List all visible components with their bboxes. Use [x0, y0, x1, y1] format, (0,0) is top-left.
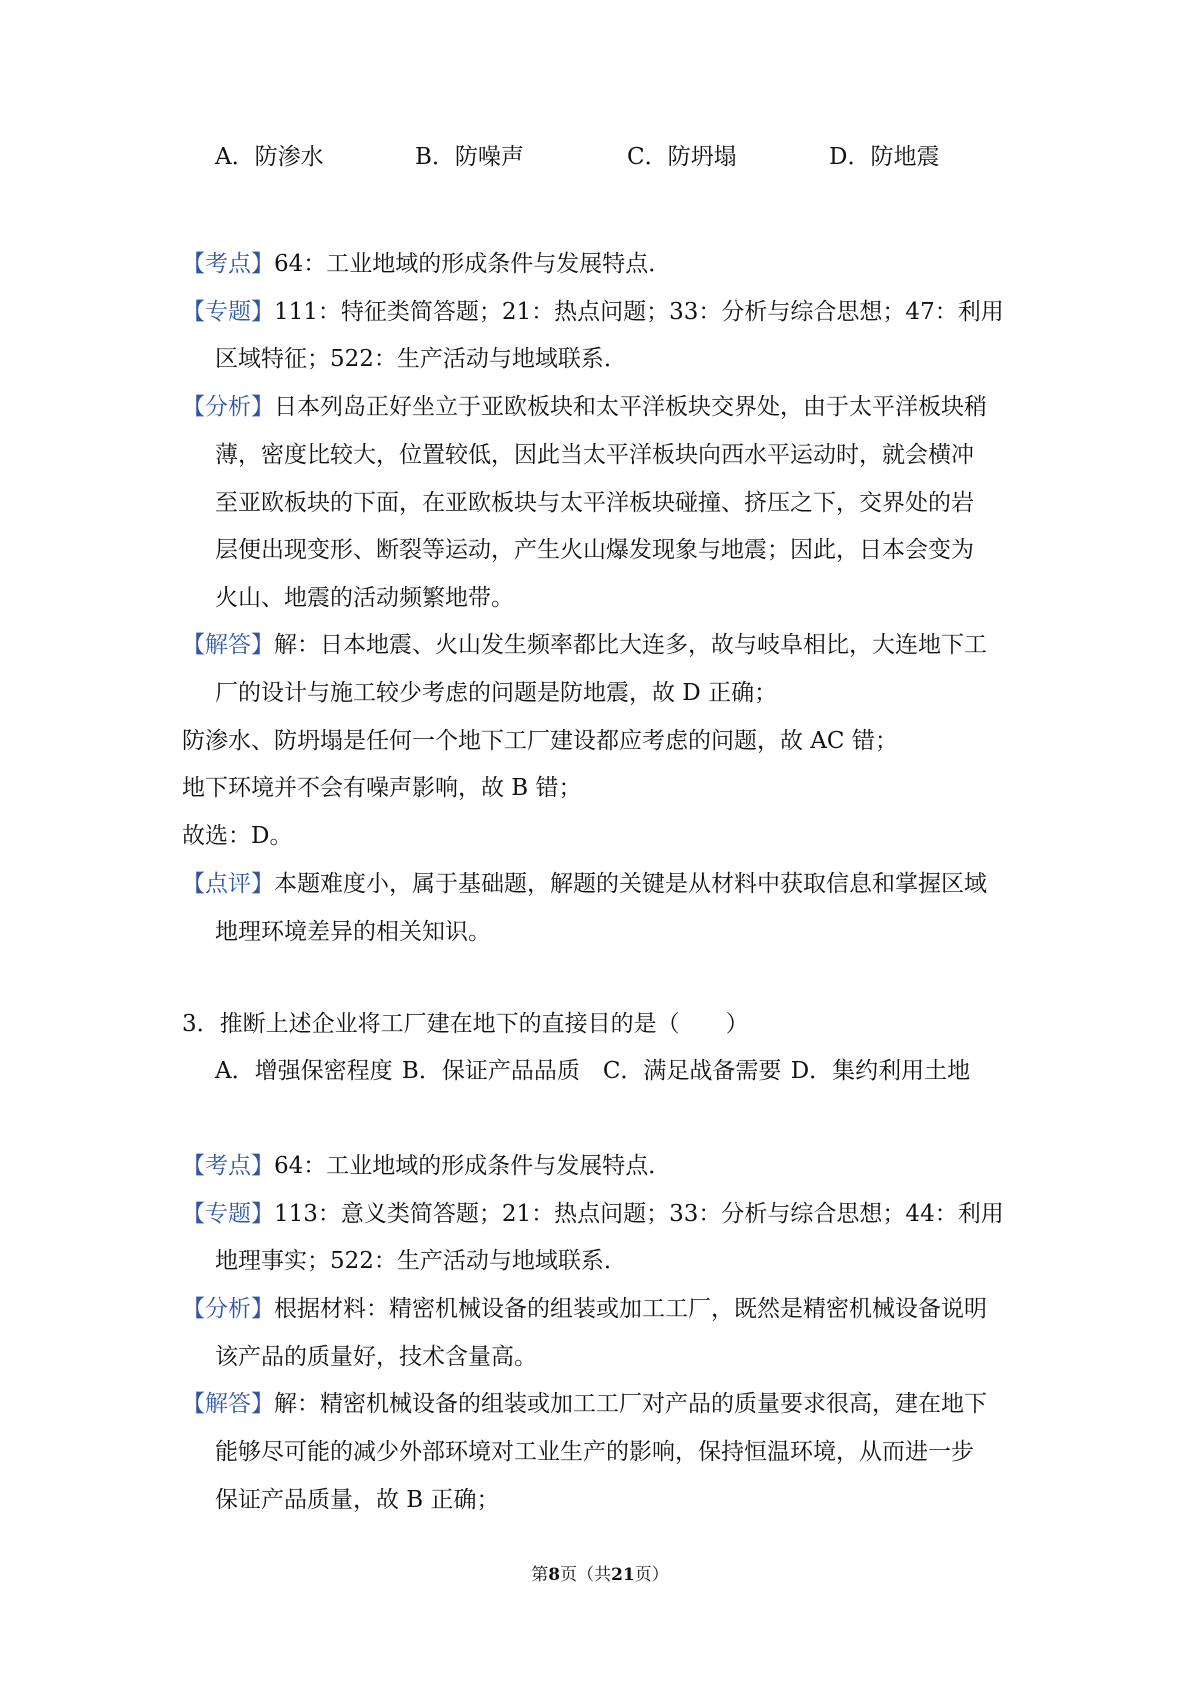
- kaodian-tag: 【考点】: [182, 1153, 274, 1179]
- zhuanti-tag: 【专题】: [182, 299, 274, 325]
- fenxi-text: 日本列岛正好坐立于亚欧板块和太平洋板块交界处，由于太平洋板块稍: [274, 394, 987, 420]
- zhuanti-text: 111：特征类简答题；21：热点问题；33：分析与综合思想；47：利用: [274, 299, 1004, 325]
- q2-zhuanti-cont: 区域特征；522：生产活动与地域联系．: [215, 346, 627, 372]
- q2-options-row: [0, 142, 1200, 172]
- q2-option-b: B．防噪声: [415, 144, 524, 170]
- q3-stem: 3．推断上述企业将工厂建在地下的直接目的是（ ）: [182, 1011, 749, 1037]
- jieda-text: 解：精密机械设备的组装或加工工厂对产品的质量要求很高，建在地下: [274, 1391, 987, 1417]
- zhuanti-text: 113：意义类简答题；21：热点问题；33：分析与综合思想；44：利用: [274, 1201, 1004, 1227]
- q2-jieda-line2: 厂的设计与施工较少考虑的问题是防地震，故 D 正确；: [215, 680, 778, 706]
- q2-dianping-line2: 地理环境差异的相关知识。: [215, 919, 491, 945]
- q3-options: A．增强保密程度 B．保证产品品质 C．满足战备需要 D．集约利用土地: [215, 1058, 971, 1084]
- footer-middle: 页（共: [560, 1565, 612, 1585]
- kaodian-text: 64：工业地域的形成条件与发展特点．: [274, 1153, 672, 1179]
- page-footer: [0, 1563, 1200, 1587]
- kaodian-tag: 【考点】: [182, 251, 274, 277]
- q3-jieda-line3: 保证产品质量，故 B 正确；: [215, 1487, 500, 1513]
- footer-prefix: 第: [531, 1565, 549, 1585]
- q3-fenxi: [182, 1294, 987, 1324]
- q2-option-c: C．防坍塌: [627, 144, 737, 170]
- jieda-tag: 【解答】: [182, 1391, 274, 1417]
- footer-suffix: 页）: [634, 1565, 669, 1585]
- q2-fenxi-line2: 薄，密度比较大，位置较低，因此当太平洋板块向西水平运动时，就会横冲: [215, 442, 974, 468]
- q2-zhuanti: [182, 297, 1004, 327]
- q3-jieda-line2: 能够尽可能的减少外部环境对工业生产的影响，保持恒温环境，从而进一步: [215, 1439, 974, 1465]
- jieda-tag: 【解答】: [182, 632, 274, 658]
- fenxi-tag: 【分析】: [182, 394, 274, 420]
- q2-fenxi: [182, 392, 987, 422]
- footer-total-pages: 21: [611, 1565, 635, 1585]
- kaodian-text: 64：工业地域的形成条件与发展特点．: [274, 251, 672, 277]
- q2-jieda: [182, 630, 987, 660]
- q2-extra-line2: 地下环境并不会有噪声影响，故 B 错；: [182, 775, 582, 801]
- q3-zhuanti: [182, 1199, 1004, 1229]
- q3-jieda: [182, 1389, 987, 1419]
- q2-kaodian: [182, 249, 671, 279]
- fenxi-tag: 【分析】: [182, 1296, 274, 1322]
- q3-fenxi-line2: 该产品的质量好，技术含量高。: [215, 1344, 537, 1370]
- q2-fenxi-line5: 火山、地震的活动频繁地带。: [215, 585, 514, 611]
- q3-kaodian: [182, 1151, 671, 1181]
- q2-fenxi-line3: 至亚欧板块的下面，在亚欧板块与太平洋板块碰撞、挤压之下，交界处的岩: [215, 490, 974, 516]
- q2-option-d: D．防地震: [829, 144, 940, 170]
- dianping-text: 本题难度小，属于基础题，解题的关键是从材料中获取信息和掌握区域: [274, 871, 987, 897]
- q2-extra-line1: 防渗水、防坍塌是任何一个地下工厂建设都应考虑的问题，故 AC 错；: [182, 728, 898, 754]
- dianping-tag: 【点评】: [182, 871, 274, 897]
- zhuanti-tag: 【专题】: [182, 1201, 274, 1227]
- fenxi-text: 根据材料：精密机械设备的组装或加工工厂，既然是精密机械设备说明: [274, 1296, 987, 1322]
- jieda-text: 解：日本地震、火山发生频率都比大连多，故与岐阜相比，大连地下工: [274, 632, 987, 658]
- q3-zhuanti-cont: 地理事实；522：生产活动与地域联系．: [215, 1248, 627, 1274]
- footer-page-number: 8: [548, 1565, 561, 1585]
- q2-fenxi-line4: 层便出现变形、断裂等运动，产生火山爆发现象与地震；因此，日本会变为: [215, 537, 974, 563]
- q2-dianping: [182, 869, 987, 899]
- q2-option-a: A．防渗水: [215, 144, 324, 170]
- q2-answer: 故选：D。: [182, 823, 293, 849]
